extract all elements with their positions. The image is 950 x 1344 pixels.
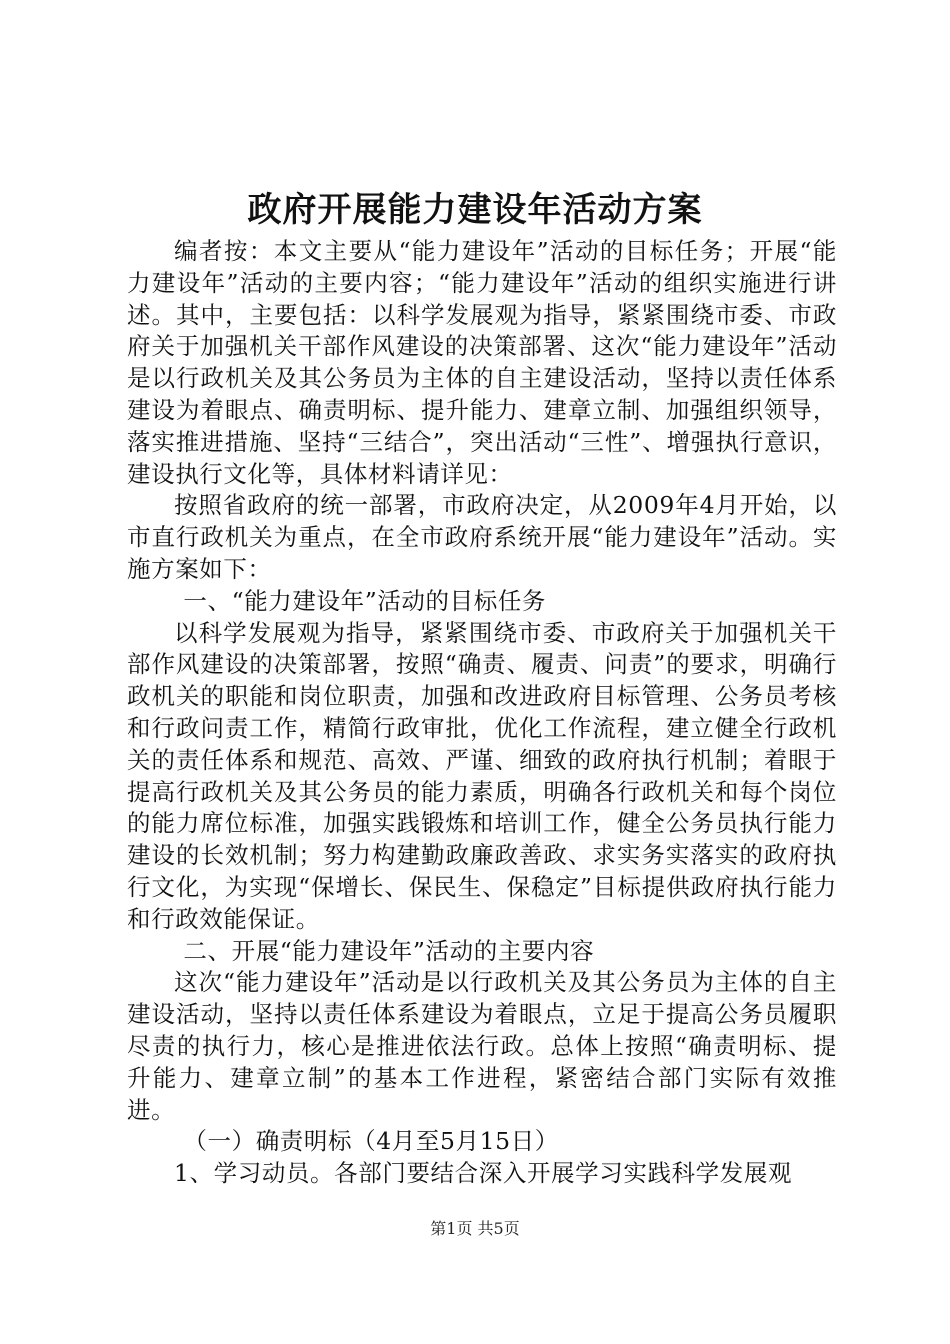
section-heading-2: 二、开展“能力建设年”活动的主要内容 [183,936,595,965]
item-1-paragraph: 1、学习动员。各部门要结合深入开展学习实践科学发展观 [174,1159,793,1188]
section-1-paragraph: 以科学发展观为指导，紧紧围绕市委、市政府关于加强机关干部作风建设的决策部署，按照“确责、履责、问责”的要求，明确行政机关的职能和岗位职责，加强和改进政府目标管理、公务员考核和行政问责工作，精简行政审批，优化工作流程，建立健全行政机关的责任体系和规范、高效、严谨、细致的政府执行机制；着眼于提高行政机关及其公务员的能力素质，明确各行政机关和每个岗位的能力席位标准，加强实践锻炼和培训工作，健全公务员执行能力建设的长效机制；努力构建勤政廉政善政、求实务实落实的政府执行文化，为实现“保增长、保民生、保稳定”目标提供政府执行能力和行政效能保证。 [127,618,837,933]
intro-paragraph: 按照省政府的统一部署，市政府决定，从2009年4月开始，以市直行政机关为重点，在全市政府系统开展“能力建设年”活动。实施方案如下： [127,491,837,583]
page-footer: 第1页 共5页 [430,1219,520,1238]
document-title: 政府开展能力建设年活动方案 [247,190,703,230]
subsection-heading-1: （一）确责明标（4月至5月15日） [183,1127,559,1156]
section-2-paragraph: 这次“能力建设年”活动是以行政机关及其公务员为主体的自主建设活动，坚持以责任体系建设为着眼点，立足于提高公务员履职尽责的执行力，核心是推进依法行政。总体上按照“确责明标、提升能力、建章立制”的基本工作进程，紧密结合部门实际有效推进。 [127,968,837,1124]
editor-note-paragraph: 编者按：本文主要从“能力建设年”活动的目标任务；开展“能力建设年”活动的主要内容；“能力建设年”活动的组织实施进行讲述。其中，主要包括：以科学发展观为指导，紧紧围绕市委、市政府关于加强机关干部作风建设的决策部署、这次“能力建设年”活动是以行政机关及其公务员为主体的自主建设活动，坚持以责任体系建设为着眼点、确责明标、提升能力、建章立制、加强组织领导，落实推进措施、坚持“三结合”，突出活动“三性”、增强执行意识，建设执行文化等，具体材料请详见： [127,237,837,488]
section-heading-1: 一、“能力建设年”活动的目标任务 [183,586,547,615]
document-body [127,236,837,1190]
